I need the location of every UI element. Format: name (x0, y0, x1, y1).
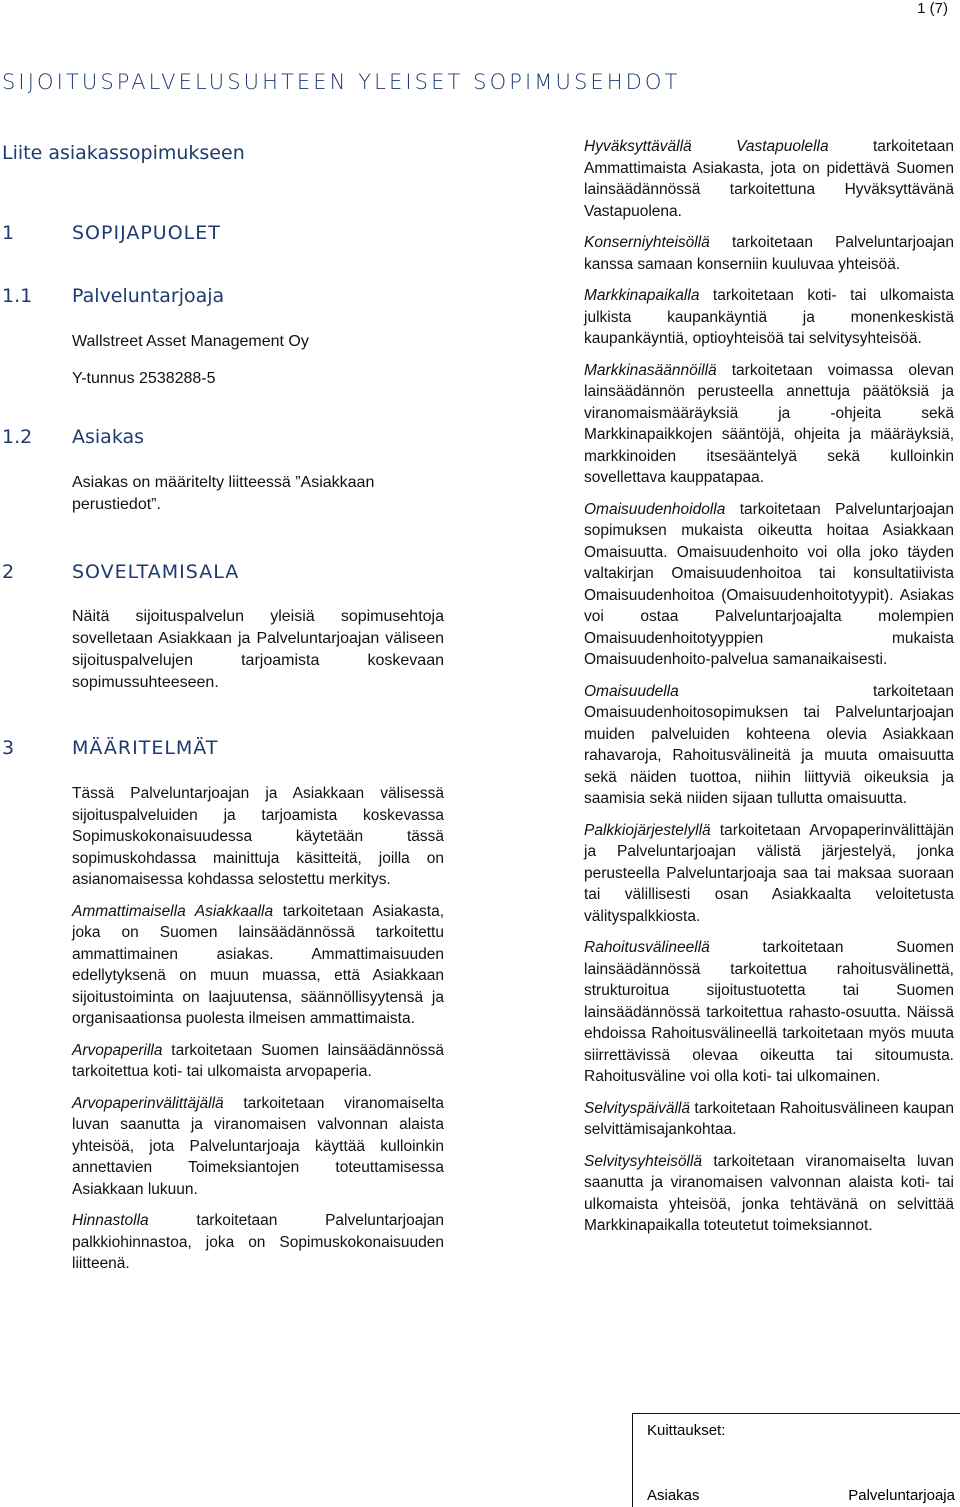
definition-text: tarkoitetaan viranomaiselta luvan saanutta ja viranomaisen valvonnan alaista koti- tai ulkomaista yhteisöä, jonka tehtävänä on selvittää Markkinapaikalla toteutetut toimeksiannot. (584, 1152, 954, 1234)
definition-term: Omaisuudella (584, 682, 679, 700)
definition-item (584, 360, 954, 489)
definition-item (584, 136, 954, 222)
section-1-heading (2, 222, 221, 244)
definition-item (584, 937, 954, 1088)
definition-term: Markkinasäännöillä (584, 361, 717, 379)
definition-text: tarkoitetaan Palveluntarjoajan kanssa samaan konserniin kuuluvaa yhteisöä. (584, 234, 954, 273)
section-1-2-heading (2, 426, 144, 448)
definition-item (584, 1151, 954, 1237)
definition-term: Arvopaperilla (72, 1041, 163, 1059)
definition-text: tarkoitetaan Suomen lainsäädännössä tarkoitettua rahoitusvälinettä, strukturoitua sijoitustuotetta tai Suomen lainsäädännössä tarkoitettua rahasto-osuutta. Näissä ehdoissa Rahoitusvälineellä tarkoitetaan myös muuta siirrettävissä olevaa oikeutta tai sitoumusta. Rahoitusväline voi olla koti- tai ulkomainen. (584, 939, 954, 1085)
section-number: 2 (2, 561, 16, 583)
acknowledgement-label: Kuittaukset: (647, 1422, 726, 1439)
definition-item (584, 820, 954, 928)
definition-term: Selvitysyhteisöllä (584, 1152, 703, 1170)
client-initials-label: Asiakas (647, 1487, 700, 1504)
section-number: 1.2 (2, 426, 33, 448)
acknowledgement-box (632, 1413, 960, 1507)
section-number: 3 (2, 737, 16, 759)
definition-item (584, 681, 954, 810)
definition-text: tarkoitetaan viranomaiselta luvan saanutta ja viranomaisen valvonnan alaista yhteisöä, jota Palveluntarjoaja käyttää kulloinkin annettavien Toimeksiantojen toteuttamisessa Asiakkaan lukuun. (72, 1094, 444, 1198)
page-number: 1 (7) (917, 0, 948, 17)
document-subtitle: Liite asiakassopimukseen (2, 142, 245, 164)
section-title: Asiakas (72, 426, 145, 448)
definition-text: tarkoitetaan Omaisuudenhoitosopimuksen tai Palveluntarjoajan muiden palveluiden kohteena olevia Asiakkaan rahavaroja, Rahoitusvälineitä ja muuta omaisuutta sekä näiden tuottoa, niihin liittyviä oikeuksia ja saamisia sekä niiden sijaan tullutta omaisuutta. (584, 682, 954, 807)
definition-text: tarkoitetaan Ammattimaista Asiakasta, jota on pidettävä Suomen lainsäädännössä tarkoitettuna Hyväksyttävänä Vastapuolena. (584, 138, 954, 220)
business-id: Y-tunnus 2538288-5 (72, 370, 216, 387)
definition-text: tarkoitetaan Arvopaperinvälittäjän ja Palveluntarjoajan välistä järjestelyä, jonka perusteella Palveluntarjoaja saa tai maksaa suoraan tai välillisesti osan Asiakkaalta veloitetusta välityspalkkiosta. (584, 821, 954, 925)
definition-item (72, 1093, 444, 1201)
document-title: SIJOITUSPALVELUSUHTEEN YLEISET SOPIMUSEHDOT (2, 70, 681, 94)
definition-text: tarkoitetaan Asiakasta, joka on Suomen lainsäädännössä tarkoitettu ammattimainen asiakas. Ammattimaisuuden edellytyksenä on muun muassa, että Asiakkaan sijoitustoiminta on laajuutensa, säännöllisyytensä ja organisaationsa puolesta ilmeisen ammattimaista. (72, 902, 445, 1027)
company-name: Wallstreet Asset Management Oy (72, 333, 309, 350)
definition-text: tarkoitetaan Suomen lainsäädännössä tarkoitettua koti- tai ulkomaista arvopaperia. (72, 1041, 444, 1080)
section-number: 1.1 (2, 285, 33, 307)
definition-item (584, 1098, 954, 1141)
definition-term: Omaisuudenhoidolla (584, 500, 726, 518)
section-1-2-text: Asiakas on määritelty liitteessä ”Asiakkaan perustiedot”. (72, 474, 375, 513)
section-2-text: Näitä sijoituspalvelun yleisiä sopimusehtoja sovelletaan Asiakkaan ja Palveluntarjoajan väliseen sijoituspalvelujen tarjoamista koskevaan sopimussuhteeseen. (72, 608, 444, 691)
definition-term: Hyväksyttävällä Vastapuolella (584, 138, 829, 155)
section-title: SOPIJAPUOLET (72, 222, 221, 244)
definition-text: tarkoitetaan Palveluntarjoajan palkkiohinnastoa, joka on Sopimuskokonaisuuden liitteenä. (72, 1212, 444, 1272)
section-title: MÄÄRITELMÄT (72, 737, 219, 759)
definition-text: tarkoitetaan voimassa olevan lainsäädännön perusteella annettuja päätöksiä ja viranomaismääräyksiä ja -ohjeita sekä Markkinapaikkojen sääntöjä, ohjeita ja määräyksiä, markkinoiden itsesääntelyä sekä kulloinkin sovellettava kauppatapaa. (584, 361, 954, 486)
definition-term: Ammattimaisella Asiakkaalla (72, 902, 274, 920)
section-title: SOVELTAMISALA (72, 561, 240, 583)
definition-item (584, 232, 954, 275)
definition-term: Konserniyhteisöllä (584, 234, 710, 251)
definition-text: tarkoitetaan koti- tai ulkomaista julkista kaupankäyntiä ja monenkeskistä kaupankäyntiä, optioyhteisöä tai selvitysyhteisöä. (584, 287, 954, 347)
definition-item (72, 1040, 444, 1083)
section-3-heading (2, 737, 218, 759)
definitions-right (584, 136, 954, 1247)
definition-term: Selvityspäivällä (584, 1099, 690, 1117)
definition-term: Markkinapaikalla (584, 287, 700, 304)
definition-text: tarkoitetaan Palveluntarjoajan sopimuksen mukaista oikeutta hoitaa Asiakkaan Omaisuutta. Omaisuudenhoito voi olla joko täyden valtakirjan Omaisuudenhoitoa tai konsultatiivista Omaisuudenhoitoa (Omaisuudenhoitotyypit). Asiakas voi ostaa Palveluntarjoajalta molempien Omaisuudenhoitotyyppien mukaista Omaisuudenhoito-palvelua samanaikaisesti. (584, 500, 954, 668)
definitions-intro: Tässä Palveluntarjoajan ja Asiakkaan välisessä sijoituspalveluiden ja tarjoamista koskevassa Sopimuskokonaisuudessa käytetään tässä sopimuskohdassa mainittuja käsitteitä, joilla on asianomaisessa kohdassa selostettu merkitys. (72, 785, 444, 888)
section-title: Palveluntarjoaja (72, 285, 225, 307)
provider-initials-label: Palveluntarjoaja (848, 1487, 955, 1504)
section-2-heading (2, 561, 239, 583)
definition-item (584, 499, 954, 671)
definition-term: Palkkiojärjestelyllä (584, 821, 711, 839)
section-number: 1 (2, 222, 16, 244)
section-1-1-heading (2, 285, 224, 307)
definition-term: Rahoitusvälineellä (584, 939, 710, 956)
definition-item (72, 901, 444, 1030)
definition-item (584, 285, 954, 350)
definition-item (72, 1210, 444, 1275)
definition-term: Hinnastolla (72, 1212, 149, 1229)
definitions-left (72, 783, 444, 1285)
definition-term: Arvopaperinvälittäjällä (72, 1094, 224, 1112)
definition-text: tarkoitetaan Rahoitusvälineen kaupan selvittämisajankohtaa. (584, 1099, 954, 1138)
